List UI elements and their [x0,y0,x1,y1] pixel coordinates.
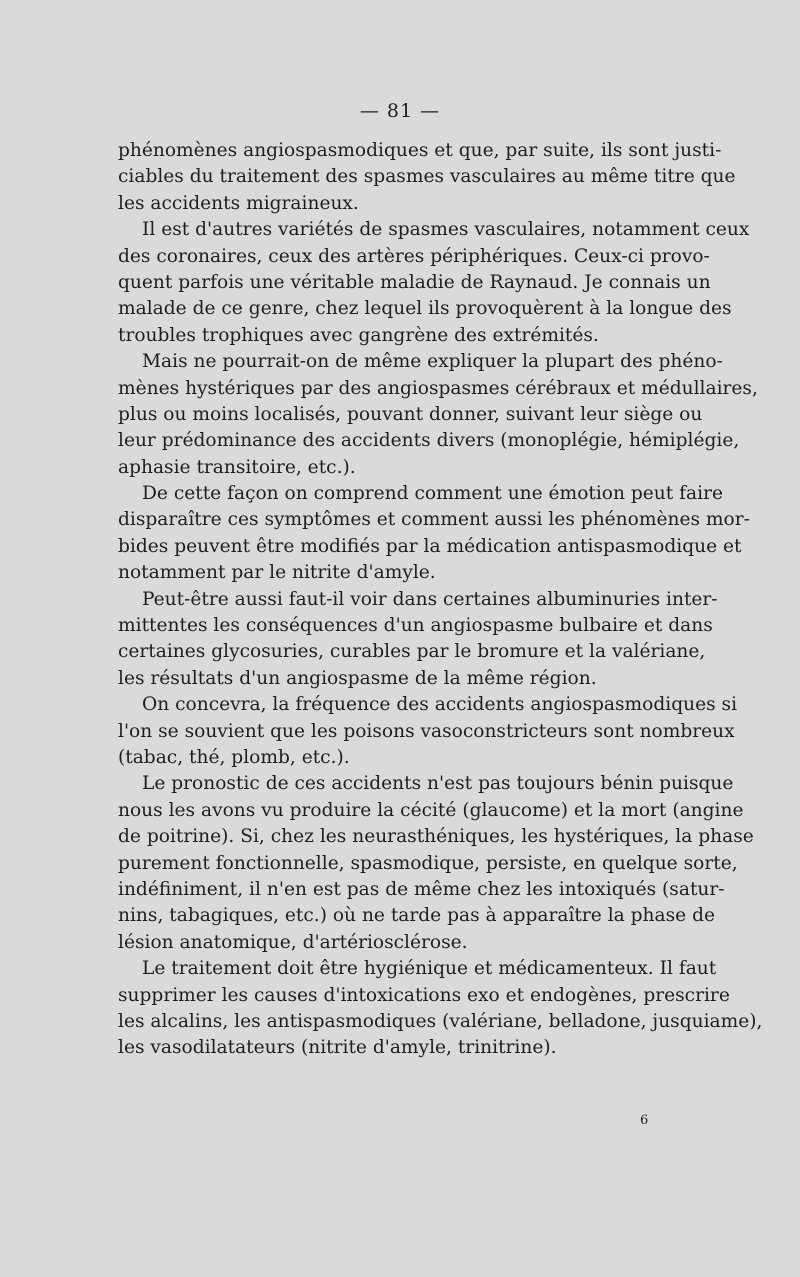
text-line: purement fonctionnelle, spasmodique, persiste, en quelque sorte, [118,852,738,874]
body-text [118,138,763,1062]
text-line: les alcalins, les antispasmodiques (valériane, belladone, jusquiame), [118,1010,763,1032]
paragraph-4 [118,481,750,587]
text-line: de poitrine). Si, chez les neurasthéniques, les hystériques, la phase [118,826,754,848]
paragraph-2 [118,217,750,349]
text-line: bides peuvent être modifiés par la médication antispasmodique et [118,535,742,557]
page-number: — 81 — [359,100,441,122]
text-line: quent parfois une véritable maladie de Raynaud. Je connais un [118,271,711,293]
signature-mark: 6 [640,1113,649,1128]
text-line: mittentes les conséquences d'un angiospasme bulbaire et dans [118,615,713,637]
text-line: Le traitement doit être hygiénique et médicamenteux. Il faut [142,958,717,980]
text-line: leur prédominance des accidents divers (monoplégie, hémiplégie, [118,430,740,452]
text-line: Le pronostic de ces accidents n'est pas toujours bénin puisque [142,773,734,795]
text-line: On concevra, la fréquence des accidents angiospasmodiques si [142,694,738,716]
paragraph-5 [118,587,718,693]
text-line: troubles trophiques avec gangrène des extrémités. [118,324,599,346]
text-line: (tabac, thé, plomb, etc.). [118,746,350,768]
text-line: De cette façon on comprend comment une émotion peut faire [142,483,723,505]
text-line: lésion anatomique, d'artériosclérose. [118,931,468,953]
text-line: les vasodilatateurs (nitrite d'amyle, trinitrine). [118,1037,557,1059]
text-line: disparaître ces symptômes et comment aussi les phénomènes mor- [118,509,750,531]
text-line: des coronaires, ceux des artères périphériques. Ceux-ci provo- [118,245,710,267]
paragraph-6 [118,692,738,771]
text-line: certaines glycosuries, curables par le bromure et la valériane, [118,641,706,663]
text-line: mènes hystériques par des angiospasmes cérébraux et médullaires, [118,377,758,399]
text-line: ciables du traitement des spasmes vasculaires au même titre que [118,166,736,188]
text-line: les résultats d'un angiospasme de la même région. [118,667,597,689]
text-line: notamment par le nitrite d'amyle. [118,562,436,584]
text-line: Peut-être aussi faut-il voir dans certaines albuminuries inter- [142,588,718,610]
text-line: aphasie transitoire, etc.). [118,456,356,478]
text-line: l'on se souvient que les poisons vasoconstricteurs sont nombreux [118,720,735,742]
text-line: les accidents migraineux. [118,192,359,214]
text-line: supprimer les causes d'intoxications exo et endogènes, prescrire [118,984,730,1006]
text-line: Mais ne pourrait-on de même expliquer la plupart des phéno- [142,351,723,373]
text-line: indéfiniment, il n'en est pas de même chez les intoxiqués (satur- [118,878,725,900]
text-line: nous les avons vu produire la cécité (glaucome) et la mort (angine [118,799,744,821]
text-line: malade de ce genre, chez lequel ils provoquèrent à la longue des [118,298,732,320]
text-line: Il est d'autres variétés de spasmes vasculaires, notamment ceux [142,219,750,241]
paragraph-1 [118,138,736,217]
paragraph-3 [118,349,758,481]
text-line: plus ou moins localisés, pouvant donner, suivant leur siège ou [118,403,703,425]
paragraph-8 [118,956,763,1062]
text-line: nins, tabagiques, etc.) où ne tarde pas à apparaître la phase de [118,905,715,927]
text-line: phénomènes angiospasmodiques et que, par suite, ils sont justi- [118,140,722,161]
paragraph-7 [118,771,754,956]
